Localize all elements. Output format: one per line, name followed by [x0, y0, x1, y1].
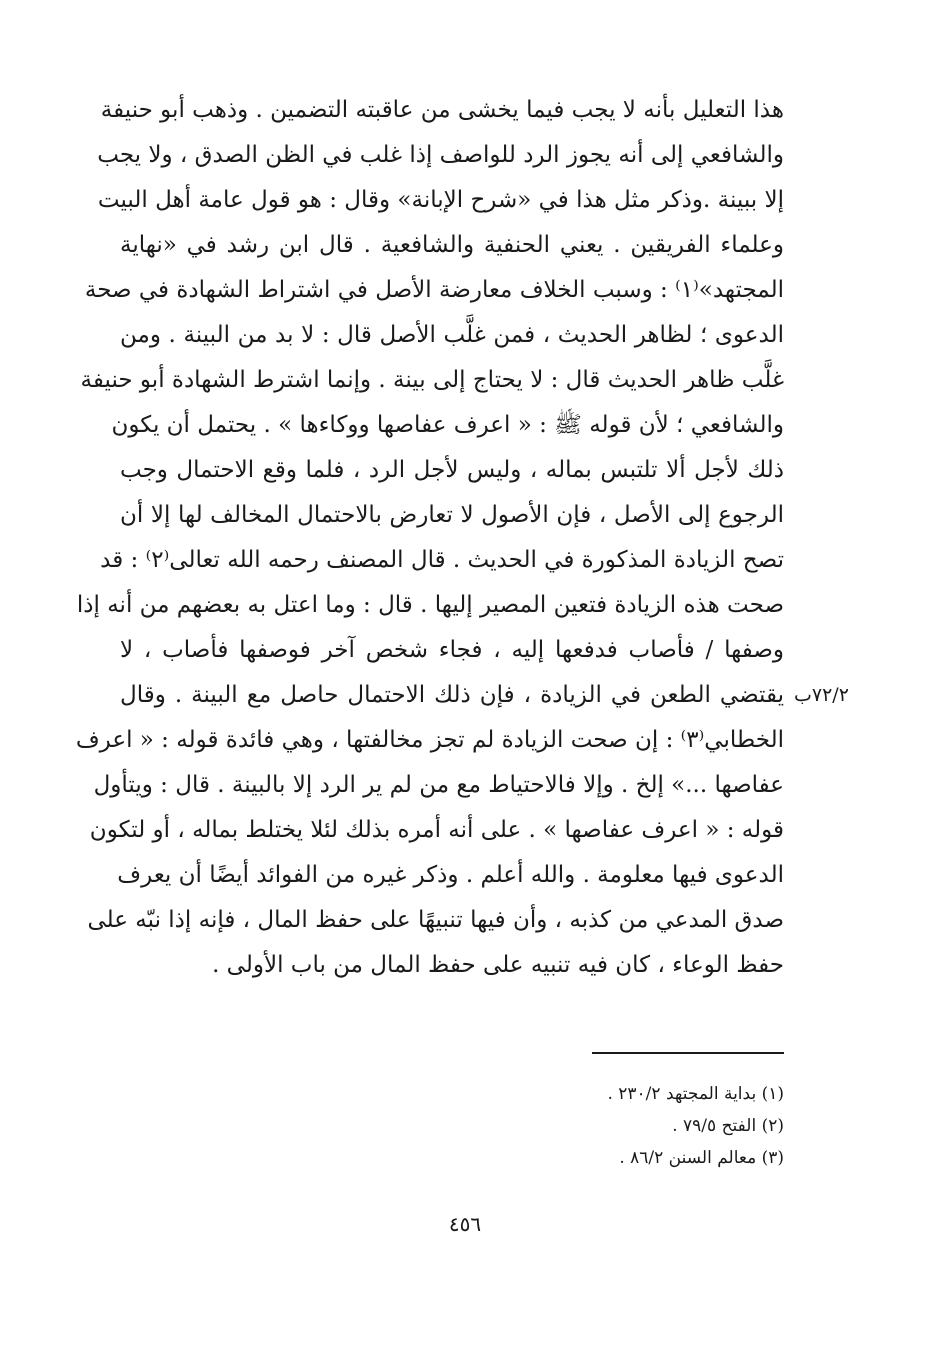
text-line: ذلك لأجل ألا تلتبس بماله ، وليس لأجل الرد ، فلما وقع الاحتمال وجب: [120, 457, 784, 483]
text-line: المجتهد»⁽١⁾ : وسبب الخلاف معارضة الأصل في اشتراط الشهادة في صحة: [84, 277, 784, 303]
page-number: ٤٥٦: [448, 1212, 482, 1236]
footnote-2: (٢) الفتح ٧٩/٥ .: [672, 1116, 784, 1136]
text-line: هذا التعليل بأنه لا يجب فيما يخشى من عاقبته التضمين . وذهب أبو حنيفة: [100, 97, 784, 123]
text-line: صحت هذه الزيادة فتعين المصير إليها . قال : وما اعتل به بعضهم من أنه إذا: [76, 592, 784, 618]
main-text-block: [75, 88, 784, 988]
text-line: يقتضي الطعن في الزيادة ، فإن ذلك الاحتمال حاصل مع البينة . وقال: [120, 682, 784, 708]
text-line: عفاصها ...» إلخ . وإلا فالاحتياط مع من لم ير الرد إلا بالبينة . قال : ويتأول: [93, 772, 784, 798]
text-line: قوله : « اعرف عفاصها » . على أنه أمره بذلك لئلا يختلط بماله ، أو لتكون: [89, 817, 784, 843]
text-line: غلَّب ظاهر الحديث قال : لا يحتاج إلى بينة . وإنما اشترط الشهادة أبو حنيفة: [80, 367, 784, 393]
footnote-divider: [592, 1052, 784, 1054]
text-line-last: حفظ الوعاء ، كان فيه تنبيه على حفظ المال من باب الأولى .: [212, 952, 784, 978]
manuscript-folio-marker: ٧٢/٢ب: [794, 684, 849, 706]
text-line: إلا ببينة .وذكر مثل هذا في «شرح الإبانة» وقال : هو قول عامة أهل البيت: [97, 187, 784, 213]
footnotes-block: [400, 1078, 784, 1174]
text-line: صدق المدعي من كذبه ، وأن فيها تنبيهًا على حفظ المال ، فإنه إذا نبّه على: [87, 907, 784, 933]
text-line: والشافعي ؛ لأن قوله ﷺ : « اعرف عفاصها ووكاءها » . يحتمل أن يكون: [111, 412, 784, 438]
text-line: وصفها / فأصاب فدفعها إليه ، فجاء شخص آخر فوصفها فأصاب ، لا: [120, 637, 784, 663]
text-line: الدعوى ؛ لظاهر الحديث ، فمن غلَّب الأصل قال : لا بد من البينة . ومن: [120, 322, 784, 348]
footnote-3: (٣) معالم السنن ٨٦/٢ .: [619, 1148, 784, 1168]
text-line: الدعوى فيها معلومة . والله أعلم . وذكر غيره من الفوائد أيضًا أن يعرف: [117, 862, 784, 888]
footnote-1: (١) بداية المجتهد ٢٣٠/٢ .: [607, 1084, 784, 1104]
text-line: تصح الزيادة المذكورة في الحديث . قال المصنف رحمه الله تعالى⁽٢⁾ : قد: [100, 547, 784, 573]
text-line: والشافعي إلى أنه يجوز الرد للواصف إذا غلب في الظن الصدق ، ولا يجب: [97, 142, 784, 168]
text-line: الخطابي⁽٣⁾ : إن صحت الزيادة لم تجز مخالفتها ، وهي فائدة قوله : « اعرف: [75, 727, 784, 753]
text-line: الرجوع إلى الأصل ، فإن الأصول لا تعارض بالاحتمال المخالف لها إلا أن: [120, 502, 784, 528]
text-line: وعلماء الفريقين . يعني الحنفية والشافعية . قال ابن رشد في «نهاية: [120, 232, 784, 258]
